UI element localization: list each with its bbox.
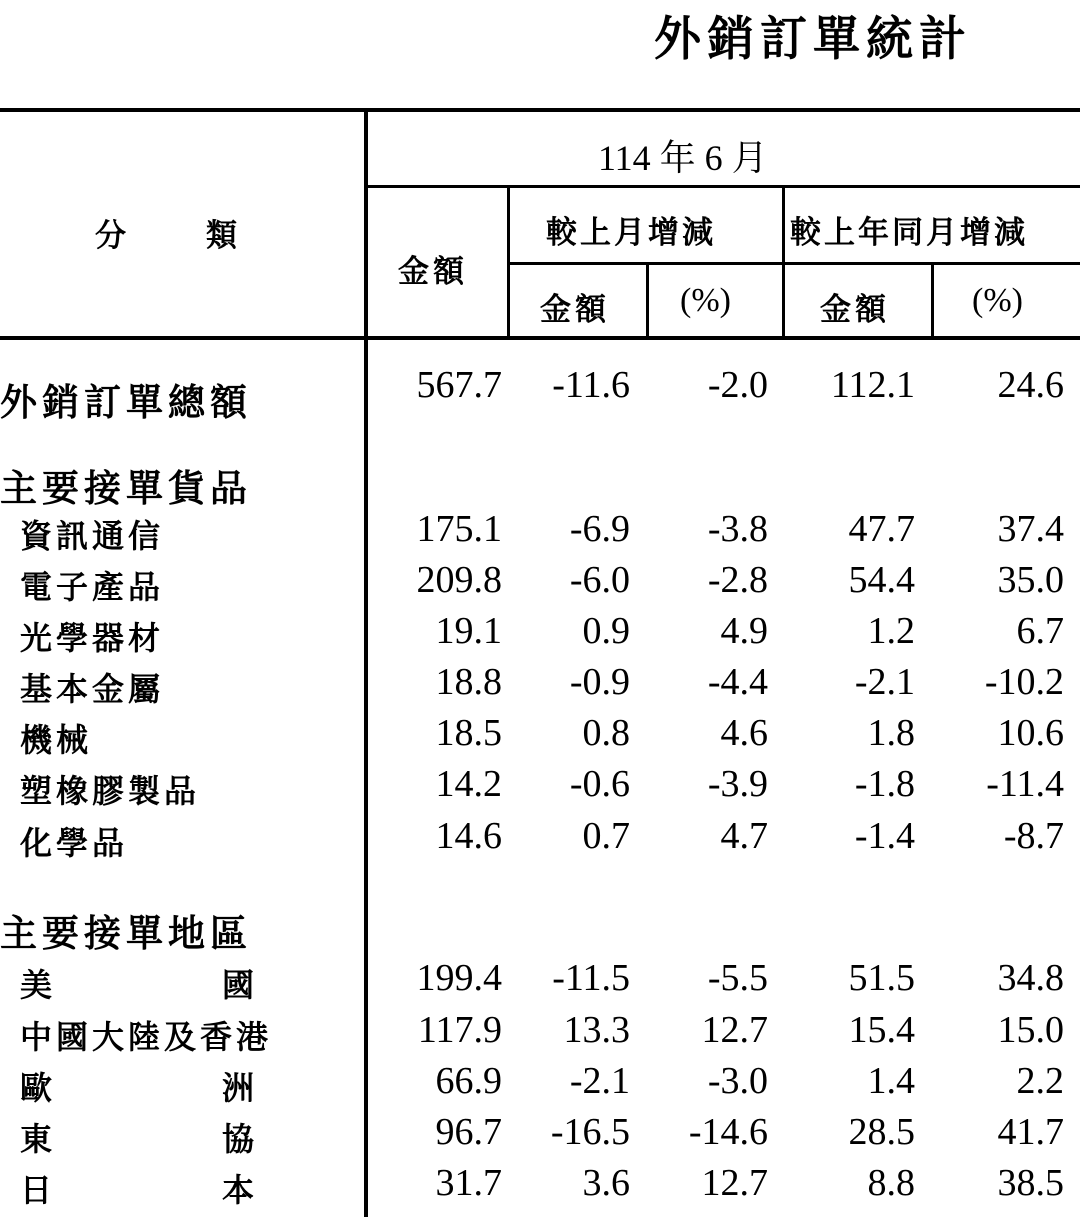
- table-cell: -5.5: [707, 957, 768, 999]
- product-row-label: 基本金屬: [20, 670, 165, 708]
- total-amount: 567.7: [416, 364, 502, 406]
- table-cell: 54.4: [848, 559, 915, 601]
- table-cell: 1.2: [867, 610, 915, 652]
- yoy-pct-divider: [931, 263, 934, 338]
- table-cell: 37.4: [997, 508, 1064, 550]
- table-cell: -4.4: [707, 661, 768, 703]
- table-cell: -1.8: [854, 763, 915, 805]
- total-mom-amount: -11.6: [552, 364, 630, 406]
- region-row-label: 中國大陸及香港: [20, 1018, 273, 1056]
- table-cell: 66.9: [435, 1060, 502, 1102]
- table-cell: 31.7: [435, 1162, 502, 1204]
- mom-header: 較上月增減: [546, 215, 716, 251]
- table-cell: -6.9: [569, 508, 630, 550]
- table-cell: 15.0: [997, 1009, 1064, 1051]
- page-title: 外銷訂單統計: [654, 12, 972, 67]
- header-period-divider: [366, 185, 1080, 188]
- table-cell: 8.8: [867, 1162, 915, 1204]
- table-cell: 0.8: [582, 712, 630, 754]
- table-cell: 3.6: [582, 1162, 630, 1204]
- product-row-label: 化學品: [20, 824, 129, 862]
- region-row-label-start: 日: [20, 1171, 57, 1209]
- table-cell: 18.8: [435, 661, 502, 703]
- amount-column-divider: [507, 186, 510, 338]
- table-cell: 12.7: [701, 1009, 768, 1051]
- table-cell: 19.1: [435, 610, 502, 652]
- table-cell: -10.2: [984, 661, 1064, 703]
- table-cell: -0.6: [569, 763, 630, 805]
- product-row-label: 資訊通信: [20, 517, 165, 555]
- table-cell: 47.7: [848, 508, 915, 550]
- table-cell: -2.1: [569, 1060, 630, 1102]
- mom-amount-subheader: 金額: [540, 292, 610, 328]
- table-cell: 0.7: [582, 815, 630, 857]
- header-sub-divider: [508, 262, 1080, 265]
- total-mom-pct: -2.0: [707, 364, 768, 406]
- table-cell: 4.6: [720, 712, 768, 754]
- product-row-label: 電子產品: [20, 568, 165, 606]
- region-row-label-start: 東: [20, 1120, 57, 1158]
- table-cell: 10.6: [997, 712, 1064, 754]
- region-row-label-start: 歐: [20, 1069, 57, 1107]
- table-cell: 13.3: [563, 1009, 630, 1051]
- table-cell: -14.6: [688, 1111, 768, 1153]
- region-row-label-start: 美: [20, 966, 57, 1004]
- table-cell: -6.0: [569, 559, 630, 601]
- region-row-label-end: 國: [222, 966, 259, 1004]
- table-cell: 6.7: [1016, 610, 1064, 652]
- table-cell: 0.9: [582, 610, 630, 652]
- table-cell: 96.7: [435, 1111, 502, 1153]
- region-row-label-end: 洲: [222, 1069, 259, 1107]
- table-cell: 51.5: [848, 957, 915, 999]
- table-cell: -11.5: [552, 957, 630, 999]
- table-cell: 209.8: [416, 559, 502, 601]
- category-header: 分 類: [95, 218, 243, 254]
- table-cell: -2.1: [854, 661, 915, 703]
- table-cell: 28.5: [848, 1111, 915, 1153]
- table-cell: -16.5: [550, 1111, 630, 1153]
- regions-section-label: 主要接單地區: [0, 912, 252, 955]
- table-cell: 12.7: [701, 1162, 768, 1204]
- table-cell: 14.2: [435, 763, 502, 805]
- table-cell: 14.6: [435, 815, 502, 857]
- header-bottom-border: [0, 336, 1080, 340]
- mom-pct-divider: [646, 263, 649, 338]
- table-cell: 41.7: [997, 1111, 1064, 1153]
- table-cell: 18.5: [435, 712, 502, 754]
- table-cell: 175.1: [416, 508, 502, 550]
- table-cell: 38.5: [997, 1162, 1064, 1204]
- product-row-label: 機械: [20, 721, 93, 759]
- products-section-label: 主要接單貨品: [0, 467, 252, 510]
- table-cell: 1.8: [867, 712, 915, 754]
- yoy-pct-subheader: (%): [972, 282, 1023, 319]
- total-label: 外銷訂單總額: [0, 381, 252, 424]
- total-yoy-amount: 112.1: [830, 364, 915, 406]
- table-cell: -11.4: [986, 763, 1064, 805]
- table-cell: 4.9: [720, 610, 768, 652]
- total-yoy-pct: 24.6: [997, 364, 1064, 406]
- table-cell: 117.9: [417, 1009, 502, 1051]
- table-cell: -0.9: [569, 661, 630, 703]
- mom-pct-subheader: (%): [680, 282, 731, 319]
- period-header: 114 年 6 月: [598, 138, 768, 178]
- table-cell: -2.8: [707, 559, 768, 601]
- category-column-divider: [364, 108, 368, 1217]
- table-cell: 4.7: [720, 815, 768, 857]
- region-row-label-end: 本: [222, 1171, 259, 1209]
- table-cell: 15.4: [848, 1009, 915, 1051]
- table-cell: -3.0: [707, 1060, 768, 1102]
- table-cell: 1.4: [867, 1060, 915, 1102]
- table-cell: -3.8: [707, 508, 768, 550]
- table-cell: -1.4: [854, 815, 915, 857]
- yoy-header: 較上年同月增減: [790, 215, 1028, 251]
- product-row-label: 塑橡膠製品: [20, 772, 201, 810]
- yoy-amount-subheader: 金額: [820, 292, 890, 328]
- table-cell: 199.4: [416, 957, 502, 999]
- table-cell: 34.8: [997, 957, 1064, 999]
- table-cell: -3.9: [707, 763, 768, 805]
- mom-yoy-divider: [782, 186, 785, 338]
- product-row-label: 光學器材: [20, 619, 165, 657]
- table-top-border: [0, 108, 1080, 112]
- table-cell: 35.0: [997, 559, 1064, 601]
- region-row-label-end: 協: [222, 1120, 259, 1158]
- amount-header: 金額: [398, 254, 468, 290]
- table-cell: -8.7: [1003, 815, 1064, 857]
- table-cell: 2.2: [1016, 1060, 1064, 1102]
